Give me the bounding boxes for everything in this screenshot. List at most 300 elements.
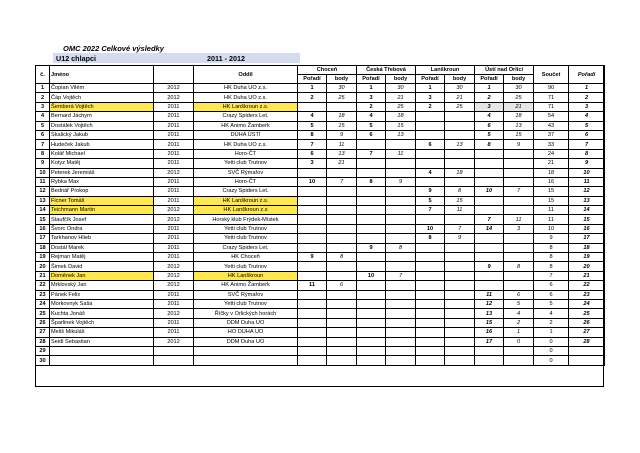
race-points: 15 [445,196,475,205]
row-number: 11 [36,177,50,186]
race-points [386,140,416,149]
race-place: 1 [416,84,445,93]
race-points [445,215,475,224]
competitor-name: Kuchta Jonáš [50,309,154,318]
race-place [298,196,327,205]
table-row [36,121,605,130]
table-row [36,112,605,121]
birth-year: 2011 [154,149,194,158]
birth-year: 2012 [154,262,194,271]
years-label: 2011 - 2012 [207,54,245,63]
final-rank: 15 [569,215,605,224]
race-points [445,290,475,299]
race-place: 8 [475,140,504,149]
final-rank: 24 [569,299,605,308]
race-points [386,159,416,168]
race-place [357,337,386,346]
final-rank: 27 [569,328,605,337]
race-points [445,328,475,337]
race-points: 25 [386,102,416,111]
final-rank: 9 [569,159,605,168]
race-points [504,243,534,252]
row-number: 22 [36,281,50,290]
race-place [298,206,327,215]
race-points [504,159,534,168]
table-row [36,84,605,93]
race-points: 21 [504,102,534,111]
race-place [357,328,386,337]
num-header: č. [36,66,50,84]
club-name: Yetti club Trutnov [194,224,298,233]
race-points [327,318,357,327]
race-place: 17 [475,337,504,346]
birth-year: 2012 [154,168,194,177]
race-points: 11 [327,140,357,149]
place-subheader: Pořadí [475,75,504,84]
race-points: 13 [445,140,475,149]
total-points: 1 [534,328,569,337]
race-place [416,318,445,327]
race-place [475,177,504,186]
race-place [357,356,386,365]
race-points: 13 [327,149,357,158]
race-points [504,234,534,243]
table-row [36,271,605,280]
competitor-name: Šparlinek Vojtěch [50,318,154,327]
race-place [475,234,504,243]
competitor-name: Meliš Mikuláš [50,328,154,337]
race-points: 18 [327,112,357,121]
race-points: 3 [504,224,534,233]
competitor-name: Rybka Max [50,177,154,186]
race-points: 30 [445,84,475,93]
race-place [357,318,386,327]
final-rank: 17 [569,234,605,243]
table-row [36,337,605,346]
club-name: DDM Duha UO [194,318,298,327]
race-place [475,149,504,158]
row-number: 16 [36,224,50,233]
race-place [416,328,445,337]
row-number: 21 [36,271,50,280]
race-points: 8 [504,262,534,271]
final-rank: 16 [569,224,605,233]
race-points [504,168,534,177]
competitor-name: Hudeček Jakub [50,140,154,149]
final-rank: 8 [569,149,605,158]
club-name: HK Duha UO z.s. [194,84,298,93]
race-points: 13 [386,130,416,139]
race-points [504,253,534,262]
total-points: 16 [534,177,569,186]
row-number: 19 [36,253,50,262]
race-points: 18 [504,112,534,121]
race-points [445,243,475,252]
race-place [298,337,327,346]
row-number: 14 [36,206,50,215]
birth-year: 2011 [154,224,194,233]
race-points: 30 [386,84,416,93]
club-name [194,356,298,365]
race-place: 2 [475,93,504,102]
race-place: 4 [475,112,504,121]
race-place: 2 [416,102,445,111]
race-points [386,196,416,205]
race-place: 10 [475,187,504,196]
table-row [36,346,605,355]
race-points: 25 [327,93,357,102]
race-points [386,215,416,224]
race-place [298,243,327,252]
race-points [327,299,357,308]
race-place [416,337,445,346]
row-number: 20 [36,262,50,271]
club-name: HK Animo Žamberk [194,121,298,130]
race-place: 10 [298,177,327,186]
race-points [386,290,416,299]
race-points [386,187,416,196]
race-place: 6 [298,149,327,158]
race-place [475,243,504,252]
race-place: 7 [298,140,327,149]
table-row [36,102,605,111]
race-points [386,168,416,177]
total-points: 54 [534,112,569,121]
final-rank: 25 [569,309,605,318]
row-number: 26 [36,318,50,327]
race-points: 25 [445,102,475,111]
competitor-name: Šimek David [50,262,154,271]
table-row [36,168,605,177]
row-number: 18 [36,243,50,252]
race-place: 2 [298,93,327,102]
club-name: HK Lanškroun [194,271,298,280]
race-place [298,271,327,280]
club-name: DUHA ÚSTÍ [194,130,298,139]
race-place: 7 [416,206,445,215]
table-row [36,281,605,290]
club-name: Crazy Spiders Let. [194,187,298,196]
race-place: 10 [357,271,386,280]
race-place [298,318,327,327]
race-points [504,356,534,365]
row-number: 4 [36,112,50,121]
race-place: 15 [475,318,504,327]
race-points [445,159,475,168]
club-name: SVČ Rýmařov [194,168,298,177]
race-place: 5 [298,121,327,130]
club-name: Yetti club Trutnov [194,262,298,271]
total-points: 6 [534,281,569,290]
club-name: HK Animo Žamberk [194,281,298,290]
race-points: 9 [386,177,416,186]
race-points: 8 [327,253,357,262]
race-place [298,299,327,308]
race-points: 30 [327,84,357,93]
race-place [298,328,327,337]
total-points: 11 [534,206,569,215]
race-points [504,177,534,186]
table-row [36,356,605,365]
table-row [36,328,605,337]
total-points: 6 [534,290,569,299]
race-place [416,281,445,290]
total-points: 11 [534,215,569,224]
final-rank: 4 [569,112,605,121]
race-place [357,224,386,233]
final-rank: 1 [569,84,605,93]
race-points [386,206,416,215]
race-place [416,356,445,365]
total-points: 8 [534,253,569,262]
competitor-name: Morkovnyk Saša [50,299,154,308]
race-points [504,271,534,280]
race-header-usti: Ústí nad Orlicí [475,66,534,75]
race-points [327,224,357,233]
club-name: Yetti club Trutnov [194,299,298,308]
place-subheader: Pořadí [298,75,327,84]
final-rank: 10 [569,168,605,177]
race-place [416,159,445,168]
competitor-name [50,346,154,355]
race-place [416,290,445,299]
row-number: 23 [36,290,50,299]
race-place [357,262,386,271]
birth-year: 2011 [154,328,194,337]
race-place [475,281,504,290]
club-name: HK Duha UO z.s. [194,93,298,102]
row-number: 17 [36,234,50,243]
race-points: 4 [504,309,534,318]
club-name: HO DUHA UO [194,328,298,337]
competitor-name: Čáp Vojtěch [50,93,154,102]
race-place [416,309,445,318]
competitor-name [50,356,154,365]
race-points [327,262,357,271]
club-name [194,346,298,355]
race-points [445,318,475,327]
competitor-name: Doměnek Jan [50,271,154,280]
points-subheader: body [504,75,534,84]
birth-year: 2012 [154,281,194,290]
race-place [416,299,445,308]
race-place: 11 [475,290,504,299]
race-points [386,234,416,243]
competitor-name: Kotyz Matěj [50,159,154,168]
competitor-name: Dostálek Vojtěch [50,121,154,130]
table-row [36,149,605,158]
race-place [357,299,386,308]
race-points: 18 [445,168,475,177]
race-points [386,309,416,318]
table-row [36,243,605,252]
race-place: 1 [475,84,504,93]
race-points: 9 [504,140,534,149]
row-number: 6 [36,130,50,139]
birth-year: 2011 [154,159,194,168]
race-place: 16 [475,328,504,337]
birth-year: 2011 [154,102,194,111]
race-place [298,309,327,318]
race-place: 3 [298,159,327,168]
race-points [386,253,416,262]
row-number: 5 [36,121,50,130]
row-number: 9 [36,159,50,168]
final-rank: 19 [569,253,605,262]
race-points [327,328,357,337]
race-place: 5 [357,121,386,130]
final-rank: 6 [569,130,605,139]
race-place: 7 [357,149,386,158]
birth-year: 2011 [154,187,194,196]
row-number: 12 [36,187,50,196]
race-place [298,215,327,224]
table-row [36,196,605,205]
table-row [36,159,605,168]
total-points: 8 [534,262,569,271]
race-place: 3 [357,93,386,102]
row-number: 15 [36,215,50,224]
race-points [504,346,534,355]
final-rank: 5 [569,121,605,130]
race-points [327,196,357,205]
race-place [357,168,386,177]
race-points: 1 [504,328,534,337]
race-place: 14 [475,224,504,233]
race-place [475,196,504,205]
race-points [504,206,534,215]
race-place: 9 [357,243,386,252]
race-place: 2 [357,102,386,111]
table-row [36,309,605,318]
club-name: HK Duha UO z.s. [194,140,298,149]
total-points: 4 [534,309,569,318]
race-points [445,130,475,139]
race-points [327,309,357,318]
total-points: 33 [534,140,569,149]
birth-year: 2011 [154,177,194,186]
total-points: 0 [534,337,569,346]
club-name: Crazy Spiders Let. [194,112,298,121]
birth-year: 2012 [154,337,194,346]
race-points: 25 [504,93,534,102]
race-points [386,346,416,355]
table-row [36,262,605,271]
race-place [357,215,386,224]
total-points: 90 [534,84,569,93]
competitor-name: Pánek Felix [50,290,154,299]
race-points [504,281,534,290]
race-header-lanskroun: Lanškroun [416,66,475,75]
table-row [36,290,605,299]
points-subheader: body [327,75,357,84]
race-points [386,337,416,346]
race-place [416,177,445,186]
final-rank: 26 [569,318,605,327]
competitor-name: Mrklovský Jan [50,281,154,290]
race-header-row [36,66,605,75]
results-table [35,65,605,366]
race-points: 18 [386,112,416,121]
birth-year: 2011 [154,253,194,262]
row-number: 8 [36,149,50,158]
total-points: 2 [534,318,569,327]
race-place: 12 [475,299,504,308]
club-header: Oddíl [194,66,298,84]
race-points: 15 [327,121,357,130]
race-points: 0 [504,337,534,346]
table-row [36,206,605,215]
birth-year: 2011 [154,121,194,130]
competitor-name: Bernard Jáchym [50,112,154,121]
race-points [445,346,475,355]
total-points: 37 [534,130,569,139]
race-points: 30 [504,84,534,93]
total-points: 18 [534,168,569,177]
race-points: 11 [386,149,416,158]
race-points [327,215,357,224]
race-place [357,253,386,262]
birth-year: 2011 [154,299,194,308]
race-points [445,149,475,158]
competitor-name: Peterek Jeremiáš [50,168,154,177]
birth-year: 2011 [154,130,194,139]
total-points: 21 [534,159,569,168]
race-points: 7 [445,224,475,233]
race-points [445,253,475,262]
race-place [475,253,504,262]
race-points [327,346,357,355]
race-place [298,168,327,177]
race-place [357,309,386,318]
table-row [36,93,605,102]
race-place: 8 [298,130,327,139]
year-header [154,66,194,84]
total-points: 7 [534,271,569,280]
race-place [298,187,327,196]
final-rank: 18 [569,243,605,252]
competitor-name: Šemberá Vojtěch [50,102,154,111]
final-rank: 7 [569,140,605,149]
points-subheader: body [386,75,416,84]
race-points [386,356,416,365]
race-place: 1 [357,84,386,93]
race-points [327,187,357,196]
race-points [504,149,534,158]
race-place: 10 [416,224,445,233]
race-points: 15 [386,121,416,130]
birth-year: 2012 [154,84,194,93]
race-place [475,271,504,280]
birth-year [154,356,194,365]
final-rank [569,356,605,365]
race-points [445,356,475,365]
total-points: 71 [534,93,569,102]
final-rank: 14 [569,206,605,215]
race-points [327,206,357,215]
race-points [445,309,475,318]
row-number: 30 [36,356,50,365]
category-bar [53,53,300,63]
final-place-header: Pořadí [569,66,605,84]
place-subheader: Pořadí [416,75,445,84]
race-place [298,346,327,355]
race-points [327,234,357,243]
table-row [36,215,605,224]
row-number: 29 [36,346,50,355]
race-header-chocen: Choceň [298,66,357,75]
race-place [298,356,327,365]
